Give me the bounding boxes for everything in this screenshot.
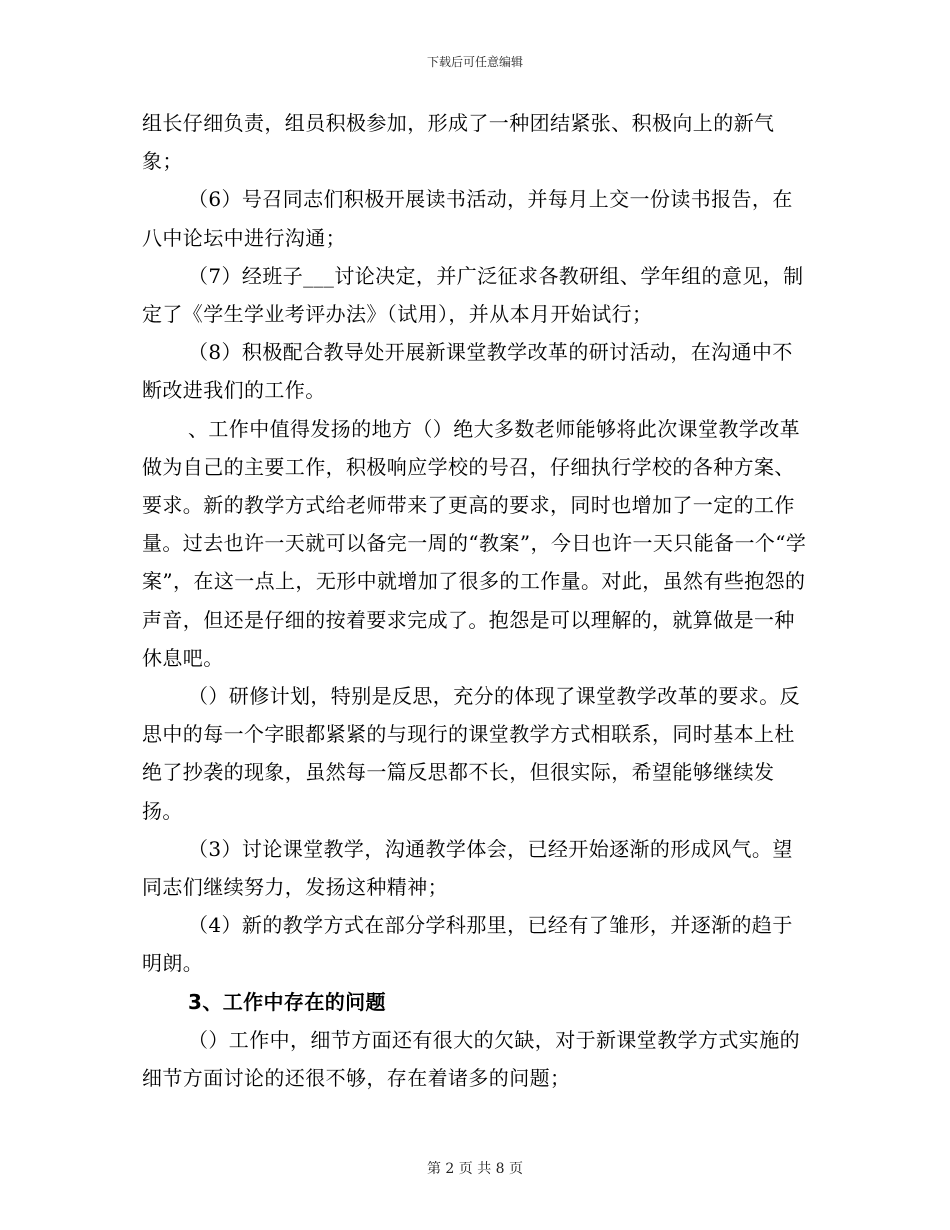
paragraph-item-3: （3）讨论课堂教学，沟通教学体会，已经开始逐渐的形成风气。望同志们继续努力，发扬这种精神；: [142, 836, 793, 900]
paragraph-reflection: （）研修计划，特别是反思，充分的体现了课堂教学改革的要求。反思中的每一个字眼都紧紧的与现行的课堂教学方式相联系，同时基本上杜绝了抄袭的现象，虽然每一篇反思都不长，但很实际，希望能够继续发扬。: [142, 684, 800, 823]
paragraph-item-8: （8）积极配合教导处开展新课堂教学改革的研讨活动，在沟通中不断改进我们的工作。: [142, 340, 793, 403]
page-header: 下载后可任意编辑: [426, 55, 523, 69]
paragraph-item-6: （6）号召同志们积极开展读书活动，并每月上交一份读书报告，在八中论坛中进行沟通；: [142, 187, 793, 250]
paragraph-problems: （）工作中，细节方面还有很大的欠缺，对于新课堂教学方式实施的细节方面讨论的还很不够，存在着诸多的问题；: [142, 1027, 800, 1091]
paragraph-merits: 、工作中值得发扬的地方（）绝大多数老师能够将此次课堂教学改革做为自己的主要工作，积极响应学校的号召，仔细执行学校的各种方案、要求。新的教学方式给老师带来了更高的要求，同时也增加了一定的工作量。过去也许一天就可以备完一周的“教案”，今日也许一天只能备一个“学案”，在这一点上，无形中就增加了很多的工作量。对此，虽然有些抱怨的声音，但还是仔细的按着要求完成了。抱怨是可以理解的，就算做是一种休息吧。: [142, 416, 807, 670]
paragraph-continuation: 组长仔细负责，组员积极参加，形成了一种团结紧张、积极向上的新气象；: [142, 111, 775, 174]
document-body: [142, 104, 807, 1097]
paragraph-item-7: （7）经班子___讨论决定，并广泛征求各教研组、学年组的意见，制定了《学生学业考评办法》（试用），并从本月开始试行；: [142, 263, 804, 327]
section-heading: 3、工作中存在的问题: [188, 989, 386, 1014]
page-number: 第 2 页 共 8 页: [426, 1161, 524, 1177]
paragraph-item-4: （4）新的教学方式在部分学科那里，已经有了雏形，并逐渐的趋于明朗。: [142, 913, 793, 976]
